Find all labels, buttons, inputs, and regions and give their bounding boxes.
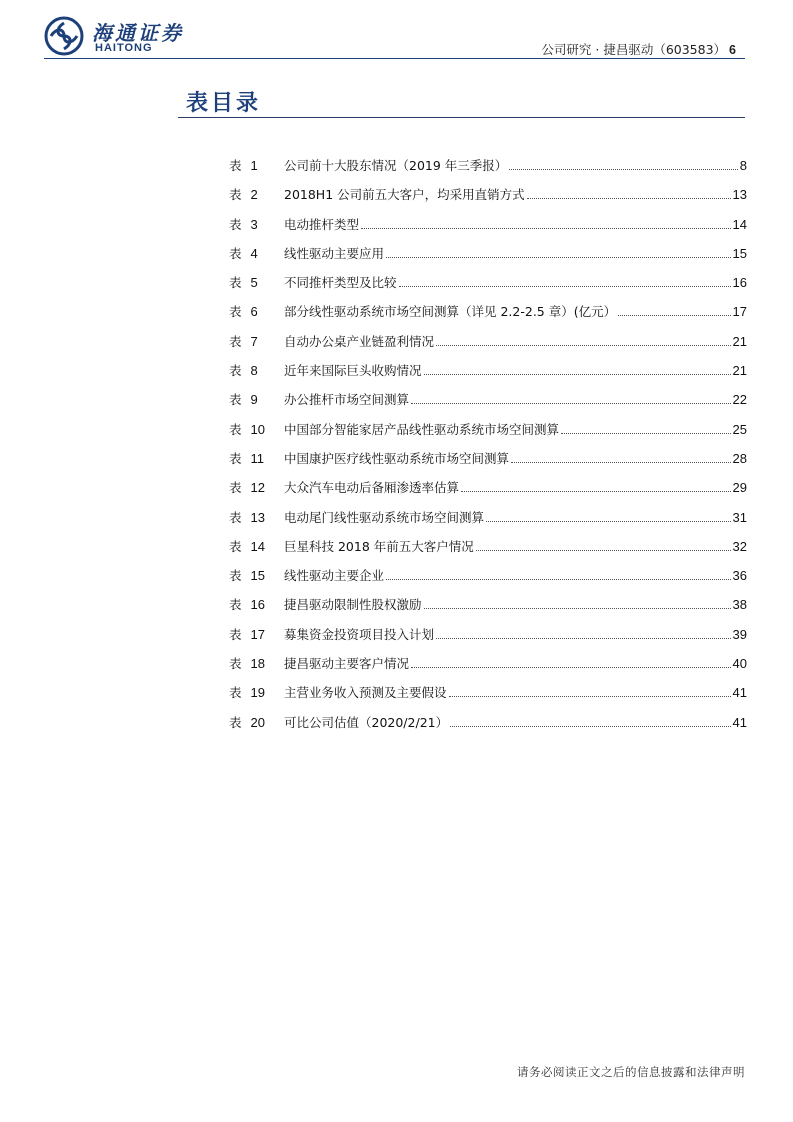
toc-entry-page[interactable]: 38 — [732, 597, 747, 613]
toc-entry-leader — [527, 198, 731, 199]
toc-entry-prefix: 表 — [229, 187, 242, 203]
toc-entry-title[interactable]: 线性驱动主要应用 — [284, 245, 385, 261]
logo-english-name: HAITONG — [95, 42, 153, 54]
toc-entry-leader — [424, 608, 731, 609]
toc-entry-number: 18 — [250, 656, 265, 672]
toc-entry-number: 15 — [250, 568, 265, 584]
toc-entry-number: 9 — [250, 392, 258, 408]
toc-entry-leader — [411, 667, 731, 668]
toc-entry-label — [229, 508, 284, 526]
toc-entry[interactable] — [229, 508, 747, 537]
toc-entry-title[interactable]: 2018H1 公司前五大客户，均采用直销方式 — [284, 187, 525, 203]
toc-entry-page[interactable]: 14 — [732, 216, 747, 232]
footer-disclaimer: 请务必阅读正文之后的信息披露和法律声明 — [517, 1065, 745, 1079]
toc-entry-leader — [436, 638, 731, 639]
toc-entry-page[interactable]: 17 — [732, 304, 747, 320]
toc-entry-page[interactable]: 31 — [732, 509, 747, 525]
logo-chinese-name: 海通证券 — [92, 21, 184, 45]
toc-entry-page[interactable]: 21 — [732, 333, 747, 349]
toc-entry-number: 16 — [250, 597, 265, 613]
toc-entry-title[interactable]: 办公推杆市场空间测算 — [284, 392, 410, 408]
toc-entry-label — [229, 185, 284, 203]
toc-entry-label — [229, 273, 284, 291]
toc-entry-number: 12 — [250, 480, 265, 496]
toc-entry-label — [229, 654, 284, 672]
toc-entry-prefix: 表 — [229, 304, 242, 320]
toc-entry[interactable] — [229, 566, 747, 595]
toc-entry-label — [229, 713, 284, 731]
toc-entry-page[interactable]: 29 — [732, 480, 747, 496]
toc-entry-leader — [486, 521, 731, 522]
toc-entry-leader — [461, 491, 731, 492]
toc-entry[interactable] — [229, 361, 747, 390]
toc-entry-page[interactable]: 16 — [732, 275, 747, 291]
toc-entry-title[interactable]: 自动办公桌产业链盈利情况 — [284, 333, 435, 349]
toc-entry-leader — [509, 169, 737, 170]
toc-entry-leader — [476, 550, 731, 551]
toc-entry-label — [229, 332, 284, 350]
report-title: 公司研究 · 捷昌驱动（603583） — [541, 42, 727, 57]
toc-entry-leader — [618, 315, 730, 316]
header-divider — [44, 58, 745, 59]
toc-entry-number: 19 — [250, 685, 265, 701]
toc-entry-page[interactable]: 36 — [732, 568, 747, 584]
toc-entry-prefix: 表 — [229, 714, 242, 730]
toc-entry[interactable] — [229, 595, 747, 624]
toc-entry-number: 3 — [250, 216, 258, 232]
toc-entry-page[interactable]: 25 — [732, 421, 747, 437]
toc-entry-label — [229, 244, 284, 262]
toc-entry-label — [229, 683, 284, 701]
toc-entry-label — [229, 156, 284, 174]
toc-entry-title[interactable]: 公司前十大股东情况（2019 年三季报） — [284, 158, 508, 173]
toc-entry-title[interactable]: 近年来国际巨头收购情况 — [284, 363, 422, 379]
toc-entry-number: 10 — [250, 421, 265, 437]
toc-entry-prefix: 表 — [229, 245, 242, 261]
toc-entry-number: 13 — [250, 509, 265, 525]
toc-entry[interactable] — [229, 215, 747, 244]
page-number: 6 — [729, 43, 736, 57]
toc-entry-number: 17 — [250, 626, 265, 642]
toc-entry-prefix: 表 — [229, 480, 242, 496]
toc-entry-title[interactable]: 线性驱动主要企业 — [284, 568, 385, 584]
toc-entry[interactable] — [229, 478, 747, 507]
toc-entry-page[interactable]: 32 — [732, 538, 747, 554]
toc-entry-number: 8 — [250, 363, 258, 379]
toc-entry-title[interactable]: 主营业务收入预测及主要假设 — [284, 685, 447, 701]
toc-entry-title[interactable]: 可比公司估值（2020/2/21） — [284, 714, 449, 730]
toc-entry-label — [229, 361, 284, 379]
toc-entry[interactable] — [229, 244, 747, 273]
title-divider — [178, 117, 745, 118]
toc-entry-title[interactable]: 募集资金投资项目投入计划 — [284, 626, 435, 642]
toc-entry[interactable] — [229, 302, 747, 331]
toc-entry-number: 11 — [250, 450, 265, 466]
toc-entry-leader — [450, 726, 730, 727]
toc-entry-prefix: 表 — [229, 333, 242, 349]
toc-entry[interactable] — [229, 273, 747, 302]
report-info — [541, 40, 736, 58]
toc-entry-leader — [399, 286, 731, 287]
toc-entry-label — [229, 449, 284, 467]
toc-entry-page[interactable]: 28 — [732, 450, 747, 466]
toc-entry-number: 6 — [250, 304, 258, 320]
toc-entry[interactable] — [229, 420, 747, 449]
toc-entry-label — [229, 420, 284, 438]
toc-entry-leader — [511, 462, 731, 463]
toc-entry[interactable] — [229, 537, 747, 566]
toc-entry[interactable] — [229, 654, 747, 683]
toc-entry-leader — [361, 228, 731, 229]
toc-entry-number: 20 — [250, 714, 265, 730]
toc-entry[interactable] — [229, 185, 747, 214]
toc-entry[interactable] — [229, 390, 747, 419]
toc-entry-leader — [449, 696, 731, 697]
toc-entry-prefix: 表 — [229, 216, 242, 232]
toc-entry-prefix: 表 — [229, 597, 242, 613]
toc-entry-page[interactable]: 39 — [732, 626, 747, 642]
toc-entry-title[interactable]: 不同推杆类型及比较 — [284, 275, 397, 291]
toc-entry-number: 14 — [250, 538, 265, 554]
toc-entry-label — [229, 566, 284, 584]
toc-entry[interactable] — [229, 683, 747, 712]
toc-entry-leader — [386, 257, 731, 258]
toc-entry-prefix: 表 — [229, 450, 242, 466]
toc-entry-label — [229, 478, 284, 496]
toc-entry-title[interactable]: 巨星科技 2018 年前五大客户情况 — [284, 538, 474, 554]
toc-entry-label — [229, 537, 284, 555]
toc-entry-title[interactable]: 中国部分智能家居产品线性驱动系统市场空间测算 — [284, 421, 560, 437]
toc-entry[interactable] — [229, 156, 747, 185]
toc-entry[interactable] — [229, 713, 747, 742]
toc-entry-title[interactable]: 电动推杆类型 — [284, 216, 360, 232]
toc-entry-prefix: 表 — [229, 158, 242, 173]
page-header — [0, 0, 793, 64]
toc-entry-title[interactable]: 捷昌驱动主要客户情况 — [284, 656, 410, 672]
toc-entry-leader — [424, 374, 731, 375]
toc-entry-prefix: 表 — [229, 685, 242, 701]
toc-entry-number: 7 — [250, 333, 258, 349]
toc-entry-prefix: 表 — [229, 656, 242, 672]
toc-entry-prefix: 表 — [229, 392, 242, 408]
toc-entry-title[interactable]: 中国康护医疗线性驱动系统市场空间测算 — [284, 450, 510, 466]
toc-entry-title[interactable]: 电动尾门线性驱动系统市场空间测算 — [284, 509, 485, 525]
table-of-tables — [229, 156, 747, 742]
toc-entry-prefix: 表 — [229, 421, 242, 437]
toc-entry-page[interactable]: 13 — [732, 187, 747, 203]
toc-entry-title[interactable]: 部分线性驱动系统市场空间测算（详见 2.2-2.5 章）(亿元） — [284, 304, 617, 320]
toc-entry-prefix: 表 — [229, 275, 242, 291]
toc-entry-label — [229, 390, 284, 408]
toc-entry-page[interactable]: 15 — [732, 245, 747, 261]
toc-entry-page[interactable]: 21 — [732, 363, 747, 379]
toc-entry-number: 4 — [250, 245, 258, 261]
toc-entry-label — [229, 625, 284, 643]
toc-entry-title[interactable]: 大众汽车电动后备厢渗透率估算 — [284, 480, 460, 496]
toc-entry[interactable] — [229, 449, 747, 478]
toc-entry-page[interactable]: 8 — [739, 158, 747, 173]
toc-entry-prefix: 表 — [229, 568, 242, 584]
toc-entry-label — [229, 215, 284, 233]
toc-entry-prefix: 表 — [229, 538, 242, 554]
toc-entry-leader — [411, 403, 731, 404]
toc-entry[interactable] — [229, 625, 747, 654]
toc-entry-page[interactable]: 41 — [732, 714, 747, 730]
toc-entry-number: 2 — [250, 187, 258, 203]
toc-entry-prefix: 表 — [229, 626, 242, 642]
toc-entry-page[interactable]: 40 — [732, 656, 747, 672]
toc-entry-leader — [386, 579, 731, 580]
toc-entry-prefix: 表 — [229, 363, 242, 379]
toc-entry-page[interactable]: 22 — [732, 392, 747, 408]
toc-entry-leader — [561, 433, 731, 434]
toc-entry-title[interactable]: 捷昌驱动限制性股权激励 — [284, 597, 422, 613]
haitong-logo-icon — [44, 16, 84, 56]
toc-entry[interactable] — [229, 332, 747, 361]
toc-entry-number: 1 — [250, 158, 258, 173]
toc-entry-number: 5 — [250, 275, 258, 291]
toc-entry-label — [229, 302, 284, 320]
toc-entry-page[interactable]: 41 — [732, 685, 747, 701]
page-title: 表目录 — [186, 90, 262, 116]
toc-entry-prefix: 表 — [229, 509, 242, 525]
toc-entry-leader — [436, 345, 731, 346]
toc-entry-label — [229, 595, 284, 613]
